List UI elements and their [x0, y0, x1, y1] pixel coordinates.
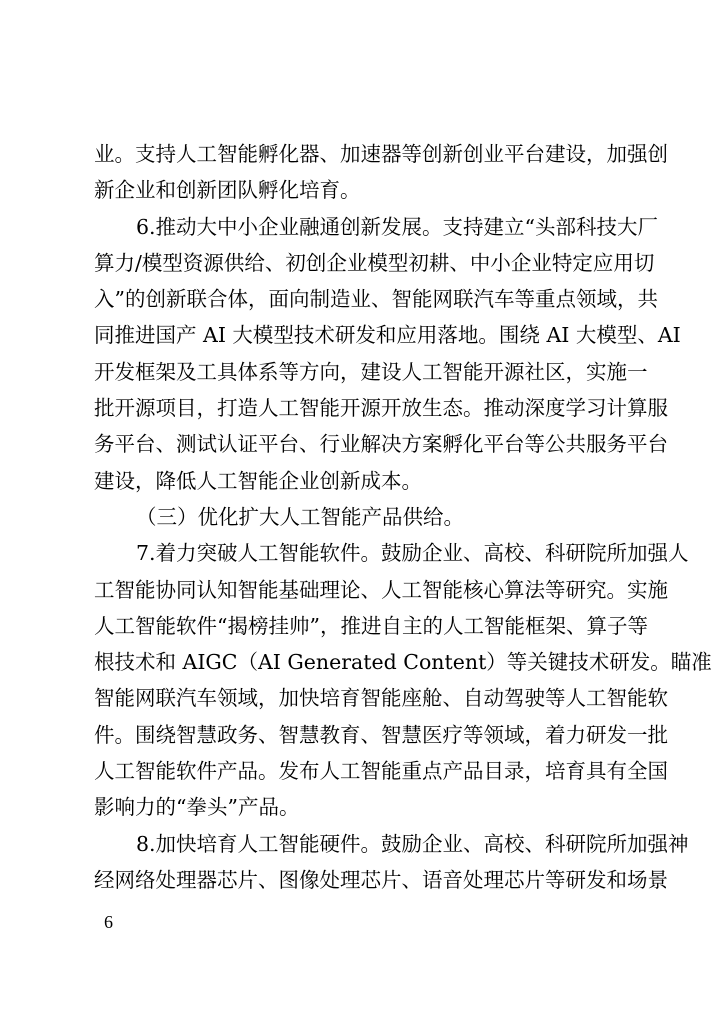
text-line: 务平台、测试认证平台、行业解决方案孵化平台等公共服务平台: [94, 432, 668, 457]
page-number: 6: [104, 912, 113, 932]
text-line: 入”的创新联合体，面向制造业、智能网联汽车等重点领域，共: [94, 287, 658, 312]
text-line: 经网络处理器芯片、图像处理芯片、语音处理芯片等研发和场景: [94, 867, 668, 892]
text-line: 7.着力突破人工智能软件。鼓励企业、高校、科研院所加强人: [136, 541, 689, 566]
text-line: 6.推动大中小企业融通创新发展。支持建立“头部科技大厂: [136, 214, 659, 239]
section-heading: （三）优化扩大人工智能产品供给。: [136, 504, 464, 529]
text-line: 8.加快培育人工智能硬件。鼓励企业、高校、科研院所加强神: [136, 831, 689, 856]
text-line: 业。支持人工智能孵化器、加速器等创新创业平台建设，加强创: [94, 142, 668, 166]
text-line: 算力/模型资源供给、初创企业模型初耕、中小企业特定应用切: [94, 250, 655, 275]
text-line: 根技术和 AIGC（AI Generated Content）等关键技术研发。瞄准: [94, 650, 712, 675]
text-line: 人工智能软件产品。发布人工智能重点产品目录，培育具有全国: [94, 759, 668, 784]
text-line: 智能网联汽车领域，加快培育智能座舱、自动驾驶等人工智能软: [94, 686, 668, 711]
text-line: 开发框架及工具体系等方向，建设人工智能开源社区，实施一: [94, 359, 648, 384]
text-line: 工智能协同认知智能基础理论、人工智能核心算法等研究。实施: [94, 577, 668, 602]
body-text: [94, 136, 712, 898]
text-line: 件。围绕智慧政务、智慧教育、智慧医疗等领域，着力研发一批: [94, 722, 668, 747]
text-line: 新企业和创新团队孵化培育。: [94, 178, 361, 203]
text-line: 同推进国产 AI 大模型技术研发和应用落地。围绕 AI 大模型、AI: [94, 323, 681, 348]
text-line: 人工智能软件“揭榜挂帅”，推进自主的人工智能框架、算子等: [94, 613, 648, 638]
text-line: 建设，降低人工智能企业创新成本。: [94, 468, 422, 493]
text-line: 批开源项目，打造人工智能开源开放生态。推动深度学习计算服: [94, 396, 668, 421]
text-line: 影响力的“拳头”产品。: [94, 795, 300, 820]
